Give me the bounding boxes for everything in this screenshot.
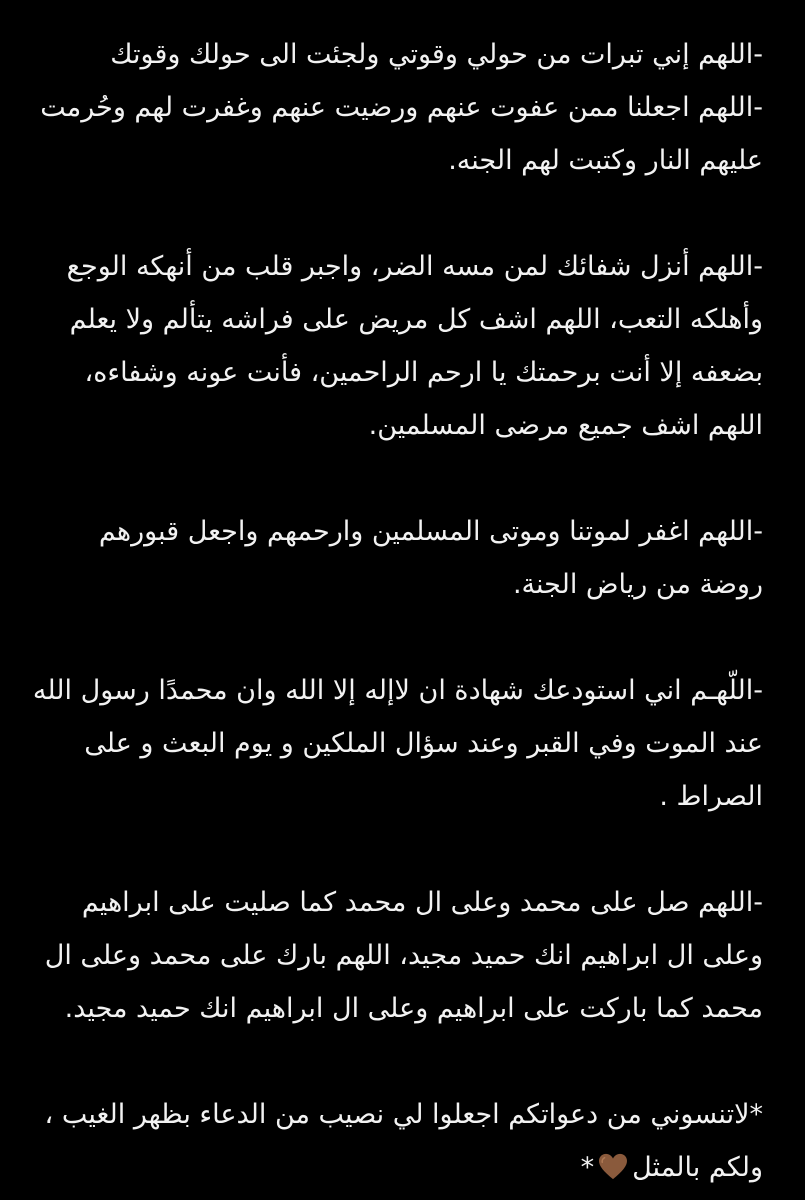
paragraph-supplication-2: -اللهم أنزل شفائك لمن مسه الضر، واجبر قلب من أنهكه الوجع وأهلكه التعب، اللهم اشف كل مريض على فراشه يتألم ولا يعلم بضعفه إلا أنت برحمتك يا ارحم الراحمين، فأنت عونه وشفاءه، اللهم اشف جميع مرضى المسلمين.: [66, 251, 763, 441]
closing-text: *لاتنسوني من دعواتكم اجعلوا لي نصيب من الدعاء بظهر الغيب ، ولكم بالمثل: [44, 1099, 763, 1183]
closing-end-mark: *: [580, 1152, 595, 1183]
paragraph-supplication-4: -اللّهـم اني استودعك شهادة ان لاإله إلا الله وان محمدًا رسول الله عند الموت وفي القبر وعند سؤال الملكين و يوم البعث و على الصراط .: [32, 675, 763, 812]
brown-heart-icon: [598, 1146, 628, 1174]
paragraph-supplication-3: -اللهم اغفر لموتنا وموتى المسلمين وارحمهم واجعل قبورهم روضة من رياض الجنة.: [98, 516, 763, 600]
paragraph-closing: [30, 1088, 763, 1194]
paragraph-supplication-1: -اللهم إني تبرات من حولي وقوتي ولجئت الى حولك وقوتك -اللهم اجعلنا ممن عفوت عنهم ورضيت عنهم وغفرت لهم وحُرمت عليهم النار وكتبت لهم الجنه.: [40, 39, 763, 176]
paragraph-supplication-5: -اللهم صل على محمد وعلى ال محمد كما صليت على ابراهيم وعلى ال ابراهيم انك حميد مجيد، اللهم بارك على محمد وعلى ال محمد كما باركت على ابراهيم وعلى ال ابراهيم انك حميد مجيد.: [44, 887, 763, 1024]
note-body: [30, 28, 763, 1194]
